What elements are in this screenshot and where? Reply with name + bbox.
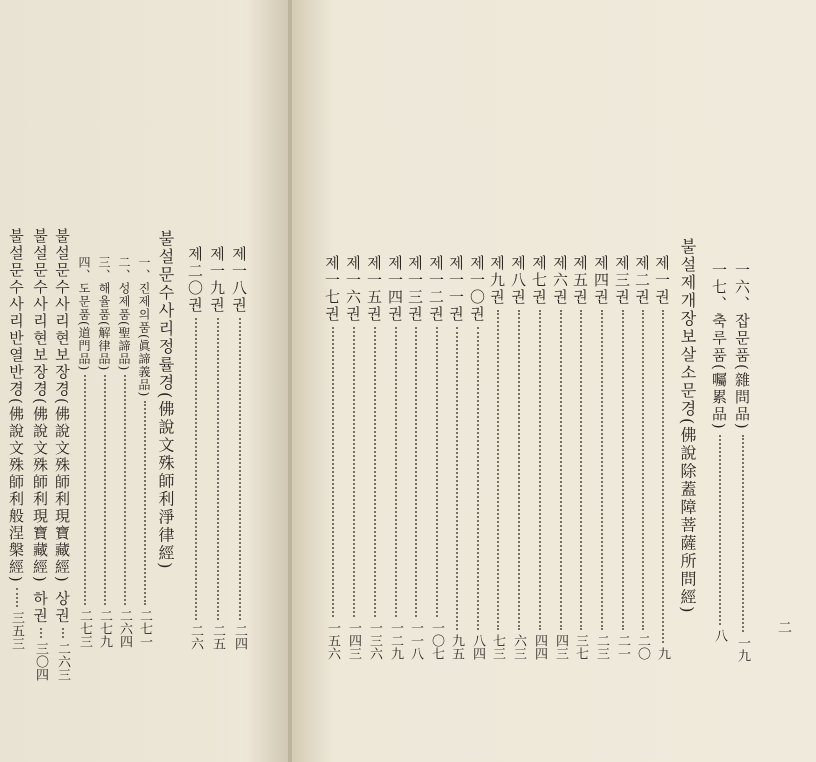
volume-entry [467,255,488,660]
leader-dots [436,327,438,617]
toc-entry [732,262,753,662]
volume-label: 제一四권 [386,255,404,323]
sutra-entry [52,228,73,682]
chapter-label: 一、진제의품(眞諦義品) [137,256,151,398]
volume-entry [591,255,612,660]
leader-dots [456,327,458,630]
leader-dots [742,435,744,632]
volume-label: 제二〇권 [186,246,204,314]
sutra-page: 三五三 [9,611,24,650]
volume-page: 二〇 [635,634,650,660]
leader-dots [622,310,624,630]
volume-label: 제一〇권 [468,255,486,323]
sutra-heading: 불설제개장보살소문경(佛說除蓋障菩薩所問經) [678,238,697,615]
volume-label: 제一九권 [208,246,226,314]
volume-entry [612,255,633,660]
sutra-label: 불설문수사리현보장경(佛說文殊師利現寶藏經) 상권 [53,228,71,625]
volume-label: 제一七권 [323,255,341,323]
volume-entry [207,246,228,650]
volume-label: 제一六권 [344,255,362,323]
volume-label: 제五권 [571,255,589,306]
page-number: 二 [776,620,792,635]
leader-dots [16,588,18,607]
volume-entry [570,255,591,660]
volume-label: 제四권 [592,255,610,306]
chapter-page: 二七一 [137,609,152,648]
leader-dots [518,310,520,630]
leader-dots [144,401,146,605]
volume-page: 一五六 [325,621,340,660]
volume-entry [322,255,343,660]
volume-page: 二五 [210,624,225,650]
toc-entry-page: 八 [712,629,727,642]
toc-entry [709,262,730,642]
volume-page: 二三 [594,634,609,660]
volume-entry [405,255,426,660]
volume-entry [632,255,653,660]
volume-entry [652,255,673,660]
volume-label: 제三권 [613,255,631,306]
volume-entry [508,255,529,660]
leader-dots [332,327,334,617]
leader-dots [560,310,562,630]
sutra-label: 불설문수사리현보장경(佛說文殊師利現寶藏經) 하권 [31,228,49,625]
chapter-entry [75,256,94,648]
leader-dots [84,375,86,605]
toc-entry-page: 一九 [735,636,750,662]
volume-page: 八四 [470,634,485,660]
volume-label: 제一八권 [230,246,248,314]
leader-dots [719,435,721,625]
volume-label: 제二권 [633,255,651,306]
chapter-page: 二七九 [97,609,112,648]
leader-dots [477,327,479,630]
volume-page: 三七 [573,634,588,660]
volume-page: 二四 [232,624,247,650]
volume-label: 제一一권 [447,255,465,323]
volume-page: 一四三 [346,621,361,660]
sutra-page: 二六三 [55,642,70,682]
volume-page: 九五 [449,634,464,660]
volume-label: 제七권 [530,255,548,306]
volume-page: 六三 [511,634,526,660]
volume-entry [185,246,206,650]
leader-dots [662,310,664,643]
volume-label: 제一三권 [406,255,424,323]
volume-label: 제八권 [509,255,527,306]
chapter-label: 四、도문품(道門品) [77,256,91,372]
sutra-heading: 불설문수사리정률경(佛說文殊師利淨律經) [156,230,175,571]
volume-label: 제一二권 [427,255,445,323]
leader-dots [40,628,42,638]
volume-label: 제一五권 [365,255,383,323]
leader-dots [539,310,541,630]
volume-page: 九 [655,647,670,660]
leader-dots [580,310,582,630]
volume-page: 一一八 [408,621,423,660]
leader-dots [642,310,644,630]
volume-page: 四三 [553,634,568,660]
volume-page: 一二九 [388,621,403,660]
volume-label: 제六권 [551,255,569,306]
volume-entry [550,255,571,660]
volume-label: 제一권 [653,255,671,306]
volume-page: 一三六 [367,621,382,660]
leader-dots [239,318,241,620]
volume-page: 二一 [615,634,630,660]
chapter-label: 三、해율품(解律品) [97,256,111,372]
leader-dots [104,375,106,605]
leader-dots [195,318,197,620]
volume-page: 四四 [532,634,547,660]
chapter-entry [95,256,114,648]
sutra-label: 불설문수사리반열반경(佛說文殊師利般涅槃經) [7,228,25,584]
leader-dots [353,327,355,617]
chapter-page: 二七三 [77,609,92,648]
volume-label: 제九권 [488,255,506,306]
toc-entry-label: 一六、잡문품(雜問品) [733,262,751,431]
sutra-entry [6,228,27,650]
leader-dots [374,327,376,617]
volume-entry [426,255,447,660]
sutra-page: 三〇四 [33,642,48,682]
leader-dots [124,375,126,605]
volume-page: 一〇七 [429,621,444,660]
volume-page: 二六 [188,624,203,650]
leader-dots [395,327,397,617]
volume-entry [229,246,250,650]
toc-entry-label: 一七、축루품(囑累品) [710,262,728,431]
leader-dots [601,310,603,630]
sutra-entry [30,228,51,682]
leader-dots [217,318,219,620]
leader-dots [497,310,499,630]
chapter-entry [135,256,154,648]
volume-page: 七三 [490,634,505,660]
volume-entry [446,255,467,660]
volume-entry [343,255,364,660]
volume-entry [364,255,385,660]
chapter-page: 二六四 [117,609,132,648]
volume-entry [487,255,508,660]
chapter-entry [115,256,134,648]
leader-dots [415,327,417,617]
volume-entry [529,255,550,660]
chapter-label: 二、성제품(聖諦品) [117,256,131,372]
volume-entry [385,255,406,660]
leader-dots [62,628,64,638]
